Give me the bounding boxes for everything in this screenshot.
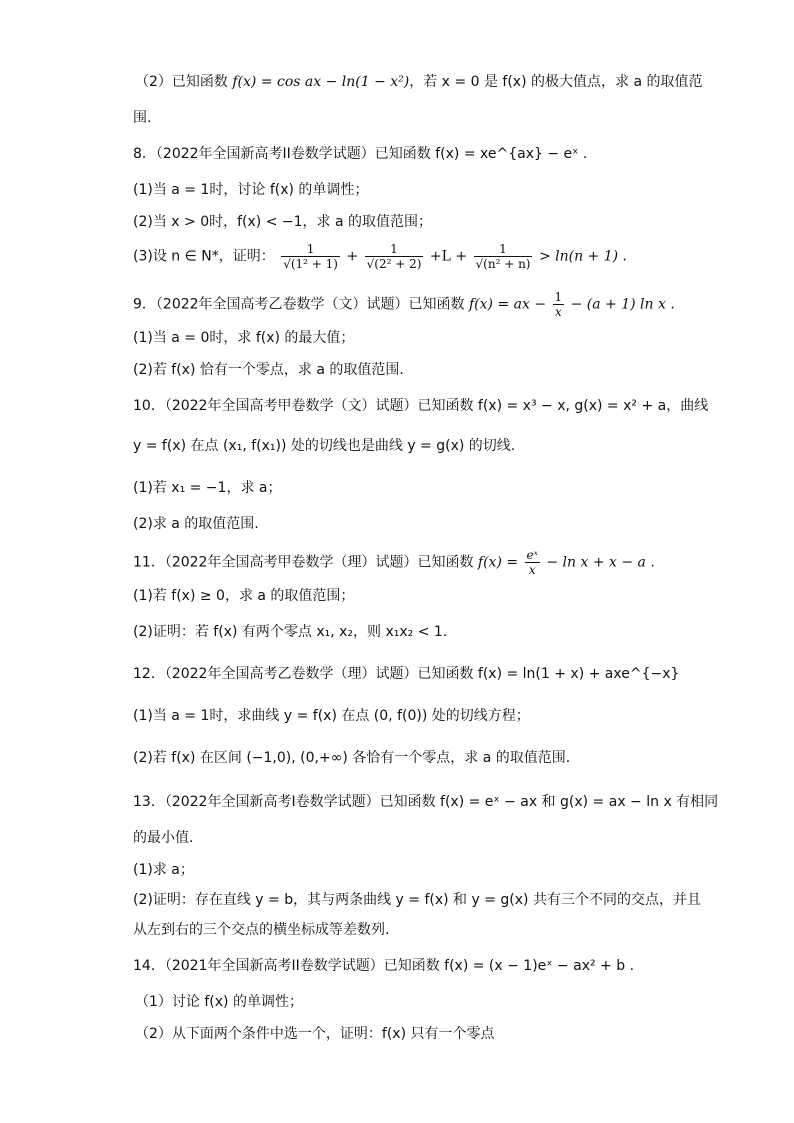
question-12-part-2: (2)若 f(x) 在区间 (−1,0), (0,+∞) 各恰有一个零点，求 a 的取值范围. [133, 750, 571, 766]
fraction-q9: $\frac{1}{x}$ [554, 290, 563, 319]
question-12-header: 12．（2022年全国高考乙卷数学（理）试题）已知函数 f(x) = ln(1 + x) + axe^{−x} [133, 666, 680, 682]
question-14-part-1: （1）讨论 f(x) 的单调性； [135, 994, 303, 1010]
question-9-header: 9．（2022年全国高考乙卷数学（文）试题）已知函数 f(x) = ax − $\frac{1}{x}$ − (a + 1) ln x . [133, 290, 675, 319]
question-11-header: 11．（2022年全国高考甲卷数学（理）试题）已知函数 f(x) = $\frac{\text{eˣ}}{x}$ − ln x + x − a . [133, 548, 655, 577]
question-10-line-2: y = f(x) 在点 (x₁, f(x₁)) 处的切线也是曲线 y = g(x) 的切线. [133, 438, 516, 454]
problem-line: （2）已知函数 f(x) = cos ax − ln(1 − x²)，若 x = 0 是 f(x) 的极大值点，求 a 的取值范 [135, 74, 703, 90]
fraction-term-1: $\frac{1}{\text{√(1² + 1)}}$ [283, 242, 338, 271]
question-13-part-2: (2)证明：存在直线 y = b，其与两条曲线 y = f(x) 和 y = g(x) 共有三个不同的交点，并且 [133, 892, 701, 908]
question-8-header: 8．（2022年全国新高考II卷数学试题）已知函数 f(x) = xe^{ax} − eˣ . [133, 146, 588, 162]
question-10-header: 10．（2022年全国高考甲卷数学（文）试题）已知函数 f(x) = x³ − x, g(x) = x² + a，曲线 [133, 398, 709, 414]
question-11-part-2: (2)证明：若 f(x) 有两个零点 x₁, x₂，则 x₁x₂ < 1. [133, 624, 448, 640]
question-9-part-2: (2)若 f(x) 恰有一个零点，求 a 的取值范围. [133, 362, 404, 378]
question-13-part-1: (1)求 a； [133, 862, 194, 878]
question-10-part-1: (1)若 x₁ = −1，求 a； [133, 480, 282, 496]
question-8-part-2: (2)当 x > 0时，f(x) < −1，求 a 的取值范围； [133, 214, 432, 230]
question-12-part-1: (1)当 a = 1时，求曲线 y = f(x) 在点 (0, f(0)) 处的切线方程； [133, 708, 530, 724]
question-13-line-2: 的最小值. [133, 830, 194, 846]
fraction-term-2: $\frac{1}{\text{√(2² + 2)}}$ [366, 242, 422, 271]
problem-line: 围. [133, 110, 152, 126]
question-10-part-2: (2)求 a 的取值范围. [133, 516, 259, 532]
question-11-part-1: (1)若 f(x) ≥ 0，求 a 的取值范围； [133, 588, 355, 604]
question-14-part-2: （2）从下面两个条件中选一个，证明：f(x) 只有一个零点 [135, 1026, 495, 1042]
question-13-header: 13．（2022年全国新高考I卷数学试题）已知函数 f(x) = eˣ − ax 和 g(x) = ax − ln x 有相同 [133, 794, 719, 810]
question-8-part-3: (3)设 n ∈ N*，证明： $\frac{1}{\text{√(1² + 1)}}$ + $\frac{1}{\text{√(2² + 2)}}$ +L + $\frac{1}{\text{√(n² + n)}}$ > ln(n + 1) . [133, 242, 627, 271]
fraction-term-3: $\frac{1}{\text{√(n² + n)}}$ [475, 242, 531, 271]
question-8-part-1: (1)当 a = 1时，讨论 f(x) 的单调性； [133, 182, 369, 198]
question-13-part-2-cont: 从左到右的三个交点的横坐标成等差数列. [133, 922, 390, 938]
question-14-header: 14．（2021年全国新高考II卷数学试题）已知函数 f(x) = (x − 1)eˣ − ax² + b . [133, 958, 635, 974]
question-9-part-1: (1)当 a = 0时，求 f(x) 的最大值； [133, 330, 355, 346]
fraction-q11: $\frac{\text{eˣ}}{x}$ [526, 548, 538, 577]
